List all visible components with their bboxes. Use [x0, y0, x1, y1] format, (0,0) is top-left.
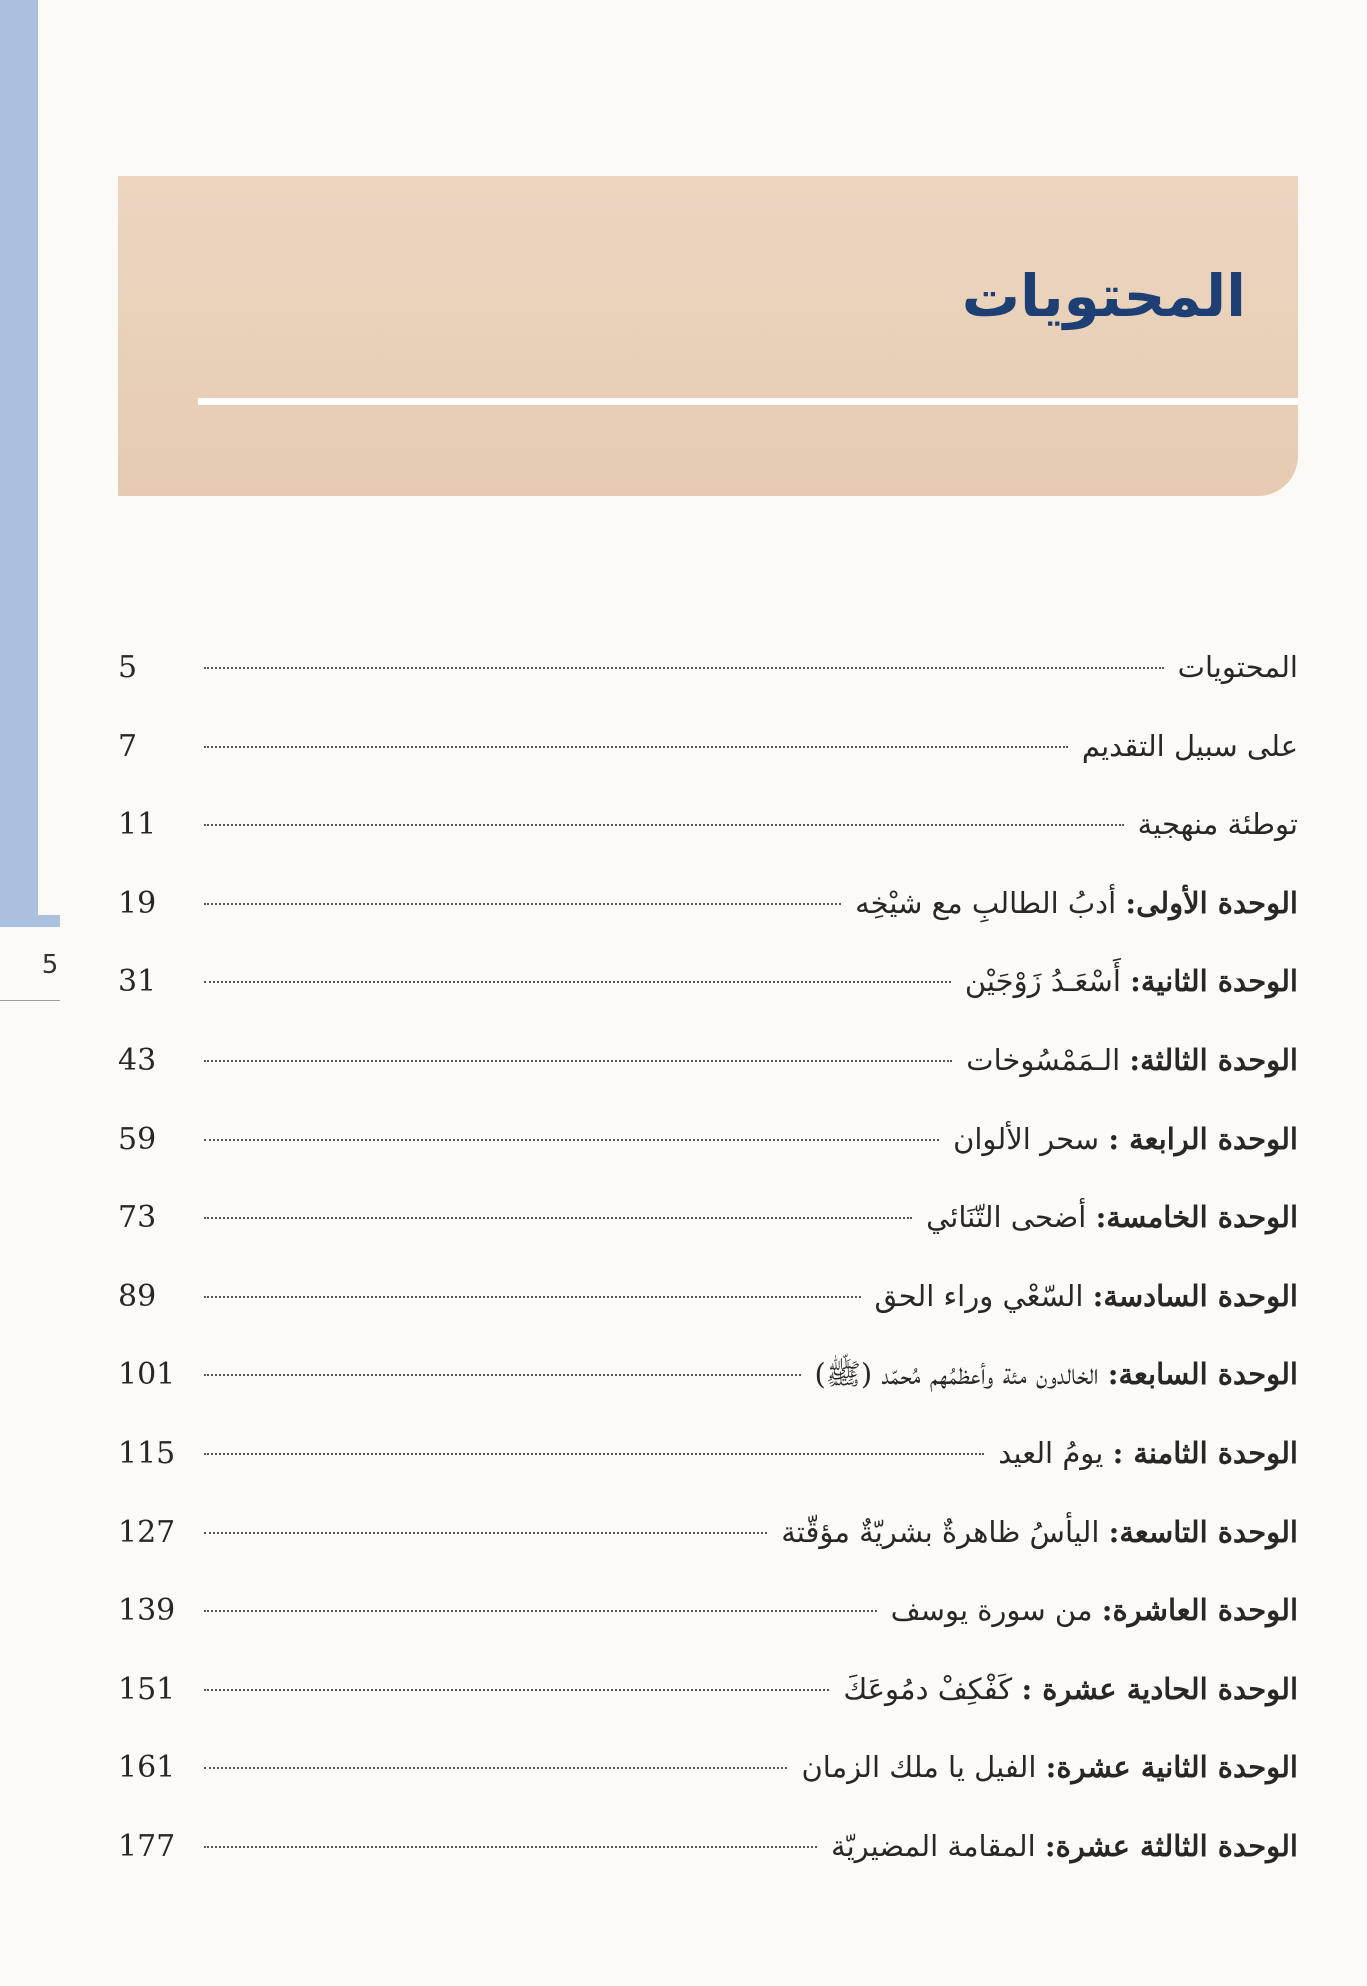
toc-row[interactable]: [118, 886, 1298, 965]
toc-entry-title: [1178, 650, 1298, 684]
toc-unit-label: الوحدة العاشرة:: [1101, 1593, 1298, 1628]
toc-unit-title: من سورة يوسف: [890, 1593, 1093, 1628]
toc-page-number: 73: [118, 1200, 157, 1236]
header-band: [118, 176, 1298, 496]
toc-entry-title: [815, 1357, 1298, 1399]
toc-unit-title: أدبُ الطالبِ مع شيْخِه: [855, 885, 1117, 920]
header-rule: [198, 398, 1298, 405]
toc-entry-title: [831, 1829, 1298, 1863]
toc-entry-title: [966, 1043, 1298, 1077]
toc-leader-dots: [204, 824, 1124, 826]
side-color-tab: [0, 915, 60, 927]
toc-leader-dots: [204, 1767, 787, 1769]
toc-row[interactable]: [118, 1043, 1298, 1122]
toc-row[interactable]: [118, 964, 1298, 1043]
toc-page-number: 5: [118, 650, 138, 685]
toc-entry-title: [965, 964, 1298, 998]
toc-page-number: 7: [118, 728, 138, 764]
toc-page-number: 89: [118, 1278, 157, 1314]
toc-unit-label: الوحدة الثامنة :: [1112, 1435, 1298, 1470]
toc-row[interactable]: [118, 1436, 1298, 1515]
toc-unit-label: الوحدة الثانية عشرة:: [1045, 1750, 1298, 1785]
toc-leader-dots: [204, 1610, 877, 1612]
toc-page-number: 151: [118, 1671, 176, 1707]
toc-page-number: 101: [118, 1357, 176, 1393]
toc-unit-title: أَسْعَـدُ زَوْجَيْن: [964, 964, 1121, 999]
page-number: 5: [41, 950, 59, 980]
toc-entry-title: [781, 1515, 1298, 1549]
toc-unit-label: الوحدة التاسعة:: [1108, 1514, 1298, 1549]
toc-unit-title: الخالدون مئة وأعظمُهم مُحمّد (ﷺ): [814, 1357, 1099, 1392]
toc-unit-title: الـمَمْسُوخات: [966, 1042, 1121, 1077]
toc-unit-label: الوحدة الأولى:: [1125, 885, 1298, 920]
toc-unit-title: توطئة منهجية: [1137, 807, 1298, 842]
toc-leader-dots: [204, 1060, 952, 1062]
toc-unit-label: الوحدة الخامسة:: [1095, 1200, 1298, 1235]
toc-leader-dots: [204, 746, 1068, 748]
toc-page-number: 31: [118, 964, 157, 1000]
toc-entry-title: [855, 886, 1298, 920]
toc-row[interactable]: [118, 1200, 1298, 1279]
toc-unit-title: سحر الألوان: [953, 1121, 1100, 1156]
toc-page-number: 127: [118, 1514, 176, 1550]
toc-row[interactable]: [118, 1515, 1298, 1594]
toc-unit-title: أضحى التّنَائي: [926, 1200, 1087, 1235]
toc-unit-label: الوحدة الثانية:: [1130, 964, 1298, 999]
toc-unit-title: الفيل يا ملك الزمان: [801, 1750, 1037, 1785]
toc-entry-title: [926, 1200, 1298, 1234]
toc-page-number: 59: [118, 1121, 157, 1157]
toc-entry-title: [843, 1672, 1298, 1706]
toc-unit-title: المحتويات: [1177, 650, 1298, 684]
toc-entry-title: [998, 1436, 1298, 1470]
toc-page-number: 115: [118, 1435, 176, 1471]
toc-page-number: 43: [118, 1042, 157, 1078]
toc-leader-dots: [204, 903, 841, 905]
toc-row[interactable]: [118, 1279, 1298, 1358]
toc-unit-title: على سبيل التقديم: [1081, 728, 1298, 763]
table-of-contents: [118, 650, 1298, 1908]
toc-unit-label: الوحدة الثالثة:: [1129, 1042, 1298, 1077]
toc-leader-dots: [204, 1374, 801, 1376]
toc-row[interactable]: [118, 807, 1298, 886]
toc-page-number: 177: [118, 1828, 176, 1864]
toc-leader-dots: [204, 1846, 817, 1848]
toc-page-number: 161: [118, 1750, 176, 1786]
toc-page-number: 139: [118, 1593, 176, 1629]
toc-unit-title: السّعْي وراء الحق: [874, 1278, 1084, 1313]
toc-unit-label: الوحدة الثالثة عشرة:: [1044, 1828, 1298, 1863]
toc-leader-dots: [204, 1296, 861, 1298]
toc-unit-label: الوحدة الحادية عشرة :: [1021, 1671, 1298, 1706]
page-number-rule: [0, 1000, 60, 1001]
toc-entry-title: [1138, 807, 1298, 841]
toc-leader-dots: [204, 1532, 767, 1534]
toc-unit-title: كَفْكِفْ دمُوعَكَ: [843, 1671, 1013, 1706]
toc-entry-title: [875, 1279, 1298, 1313]
toc-row[interactable]: [118, 1122, 1298, 1201]
toc-entry-title: [891, 1593, 1298, 1627]
toc-row[interactable]: [118, 650, 1298, 729]
toc-entry-title: [801, 1750, 1298, 1784]
toc-row[interactable]: [118, 1593, 1298, 1672]
toc-unit-label: الوحدة السابعة:: [1107, 1357, 1298, 1392]
toc-unit-label: الوحدة الرابعة :: [1108, 1121, 1298, 1156]
toc-row[interactable]: [118, 1829, 1298, 1908]
toc-leader-dots: [204, 667, 1164, 669]
toc-row[interactable]: [118, 1672, 1298, 1751]
side-color-strip: [0, 0, 38, 915]
toc-unit-title: اليأسُ ظاهرةٌ بشريّةٌ مؤقّتة: [781, 1514, 1100, 1549]
toc-leader-dots: [204, 1453, 984, 1455]
toc-row[interactable]: [118, 1750, 1298, 1829]
toc-entry-title: [1082, 729, 1298, 763]
toc-leader-dots: [204, 1139, 939, 1141]
page-title: المحتويات: [961, 262, 1246, 330]
toc-leader-dots: [204, 981, 951, 983]
toc-leader-dots: [204, 1689, 829, 1691]
toc-row[interactable]: [118, 1357, 1298, 1436]
toc-page-number: 11: [118, 807, 157, 843]
toc-unit-title: يومُ العيد: [998, 1435, 1104, 1470]
toc-leader-dots: [204, 1217, 912, 1219]
toc-unit-title: المقامة المضيريّة: [831, 1828, 1036, 1863]
toc-unit-label: الوحدة السادسة:: [1092, 1278, 1298, 1313]
toc-row[interactable]: [118, 729, 1298, 808]
toc-entry-title: [953, 1122, 1298, 1156]
toc-page-number: 19: [118, 885, 157, 921]
